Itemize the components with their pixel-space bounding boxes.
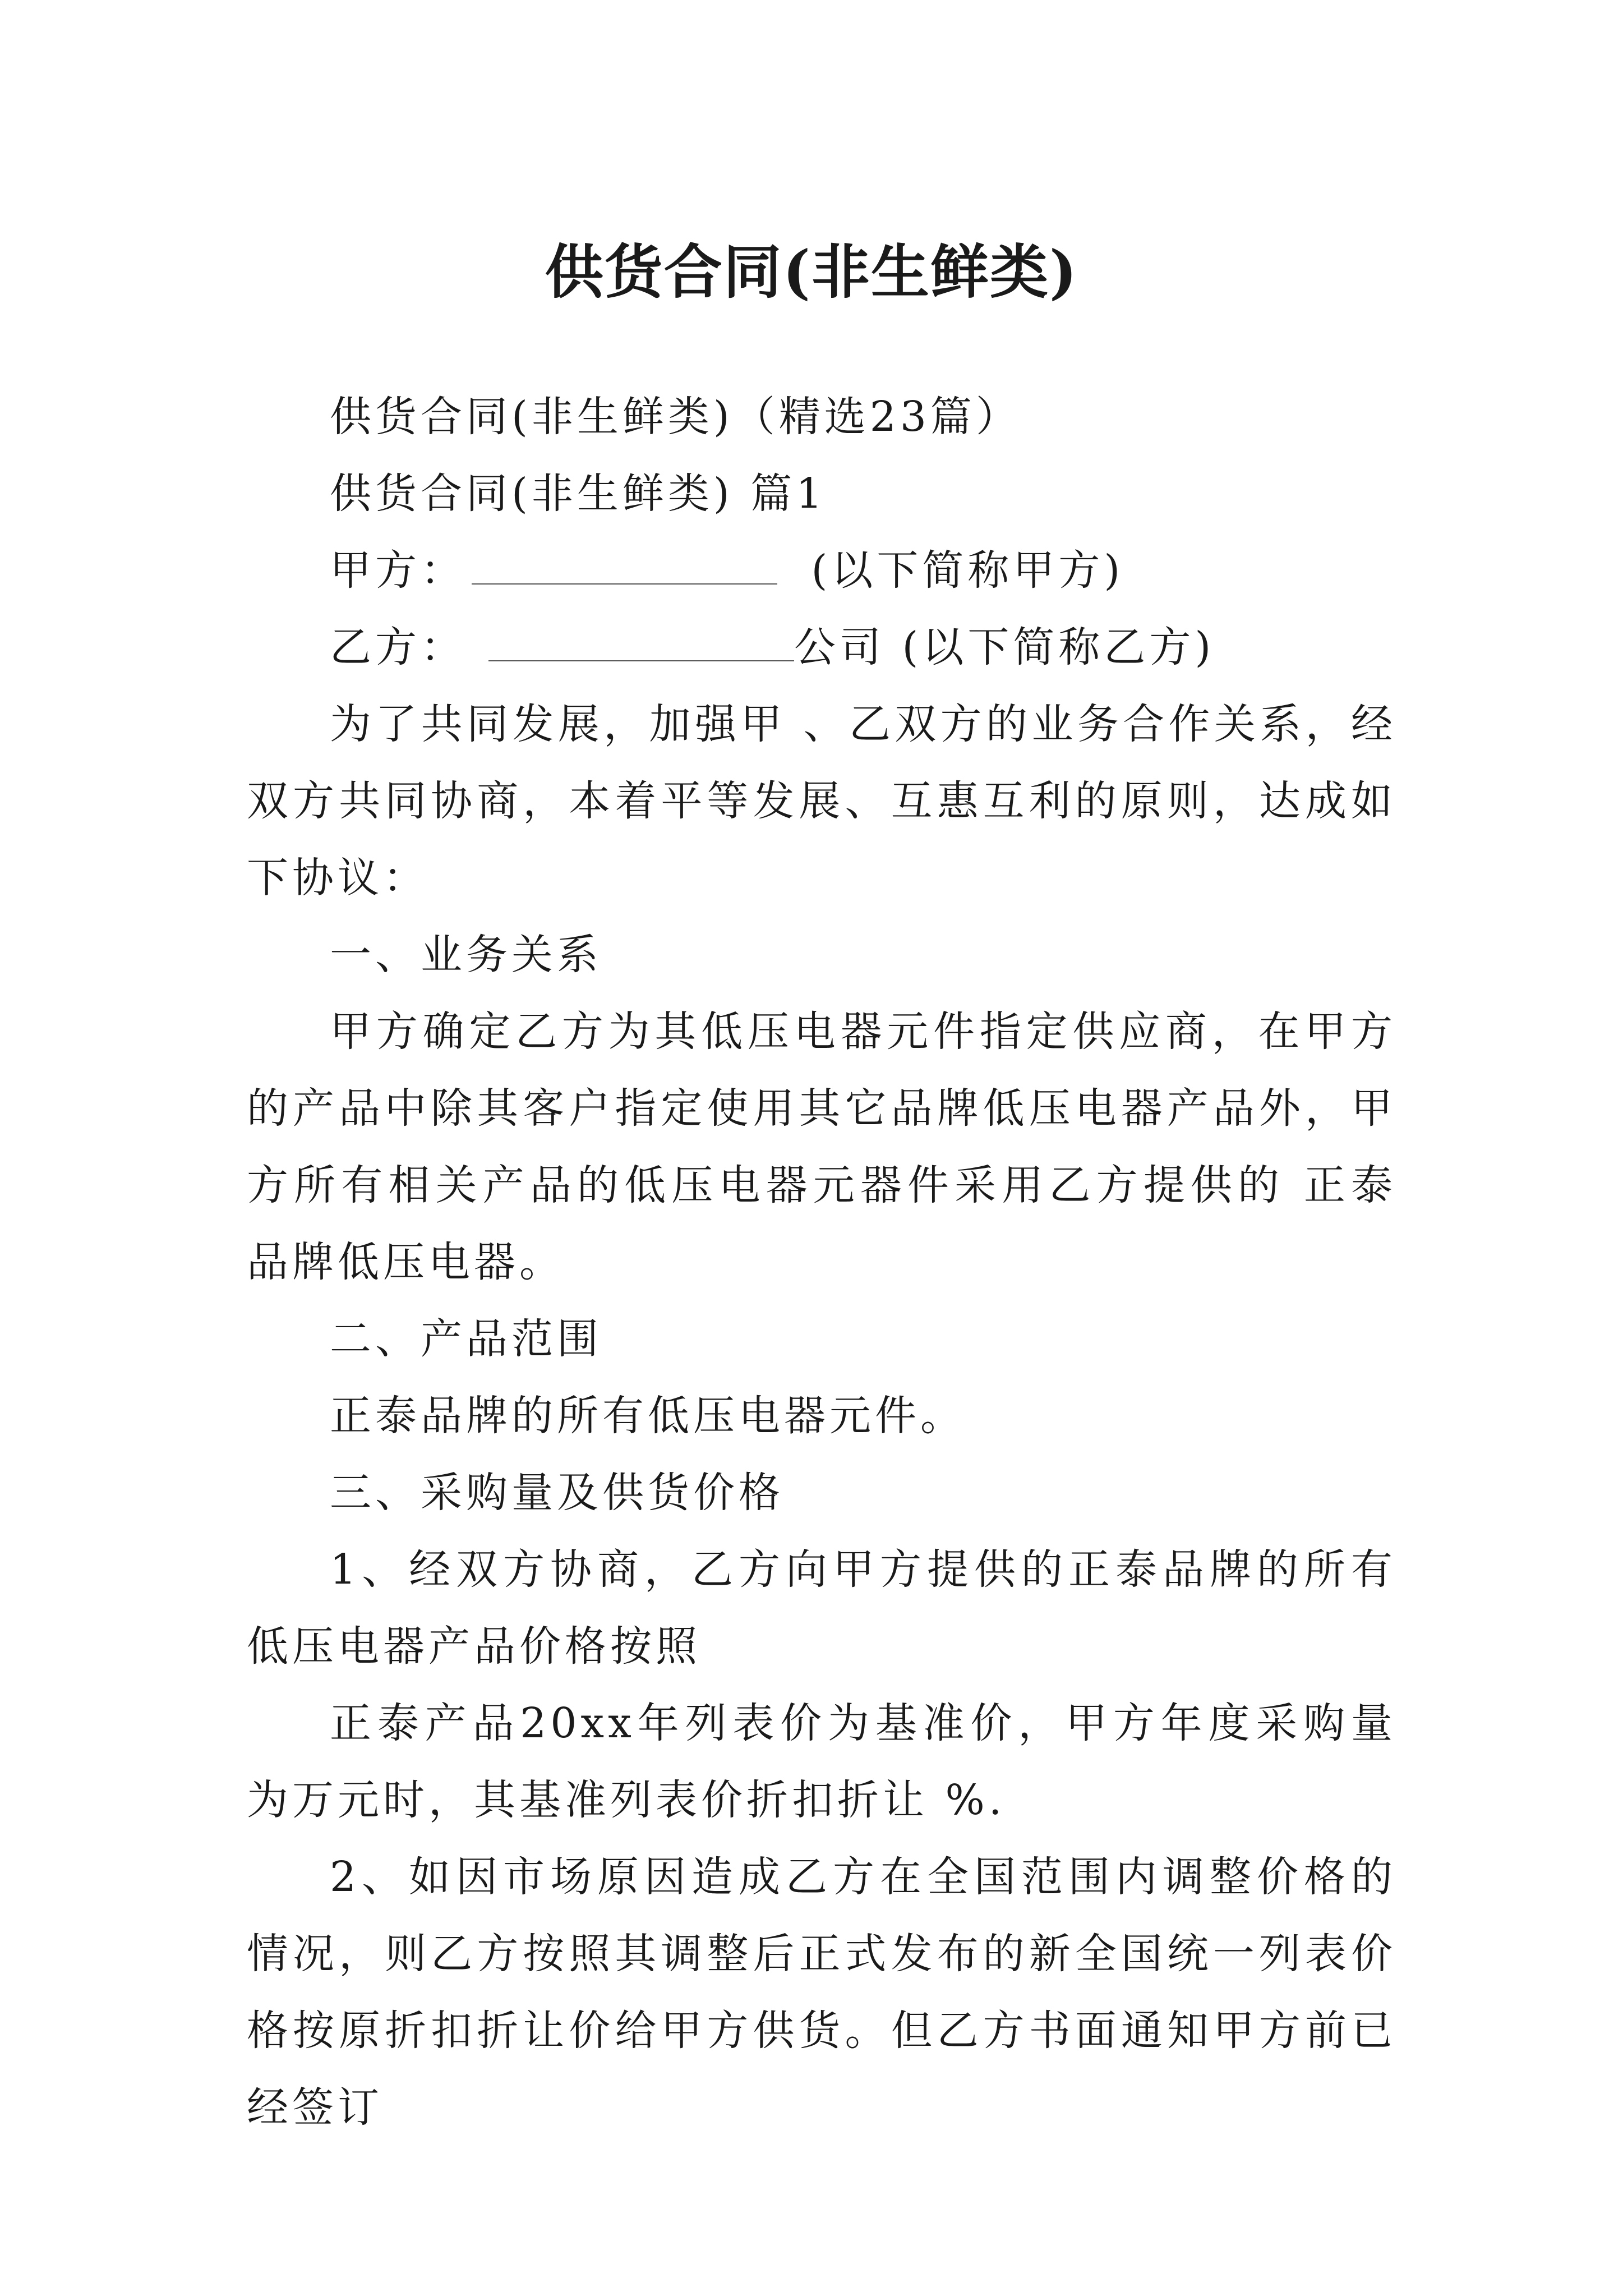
chapter-heading: 供货合同(非生鲜类) 篇1: [330, 470, 827, 518]
party-b-line: [247, 609, 1396, 686]
section-2-heading: 二、产品范围: [330, 1315, 602, 1363]
document-body: [247, 379, 1396, 2146]
party-b-suffix: 公司 (以下简称乙方): [794, 623, 1215, 671]
party-a-suffix: (以下简称甲方): [794, 546, 1124, 595]
document-subtitle: 供货合同(非生鲜类)（精选23篇）: [330, 393, 1021, 441]
section-1-heading: 一、业务关系: [330, 931, 602, 979]
intro-paragraph: 为了共同发展，加强甲 、乙双方的业务合作关系，经双方共同协商，本着平等发展、互惠互利的原则，达成如下协议：: [247, 700, 1396, 902]
section-3-item-1-continued: 正泰产品20xx年列表价为基准价，甲方年度采购量为万元时，其基准列表价折扣折让 %.: [247, 1699, 1396, 1824]
party-a-blank-field: [472, 544, 777, 585]
section-3-item-1: 1、经双方协商，乙方向甲方提供的正泰品牌的所有低压电器产品价格按照: [247, 1545, 1396, 1671]
section-3-item-2: 2、如因市场原因造成乙方在全国范围内调整价格的情况，则乙方按照其调整后正式发布的新全国统一列表价格按原折扣折让价给甲方供货。但乙方书面通知甲方前已经签订: [247, 1853, 1396, 2132]
party-a-label: 甲方：: [330, 546, 466, 595]
section-2-body: 正泰品牌的所有低压电器元件。: [330, 1392, 966, 1440]
document-title: 供货合同(非生鲜类): [545, 237, 1078, 306]
party-b-blank-field: [488, 621, 794, 661]
party-b-label: 乙方：: [330, 623, 466, 671]
section-1-body: 甲方确定乙方为其低压电器元件指定供应商，在甲方的产品中除其客户指定使用其它品牌低压电器产品外，甲方所有相关产品的低压电器元器件采用乙方提供的 正泰品牌低压电器。: [247, 1007, 1396, 1286]
section-3-heading: 三、采购量及供货价格: [330, 1469, 784, 1517]
party-a-line: [247, 532, 1396, 609]
